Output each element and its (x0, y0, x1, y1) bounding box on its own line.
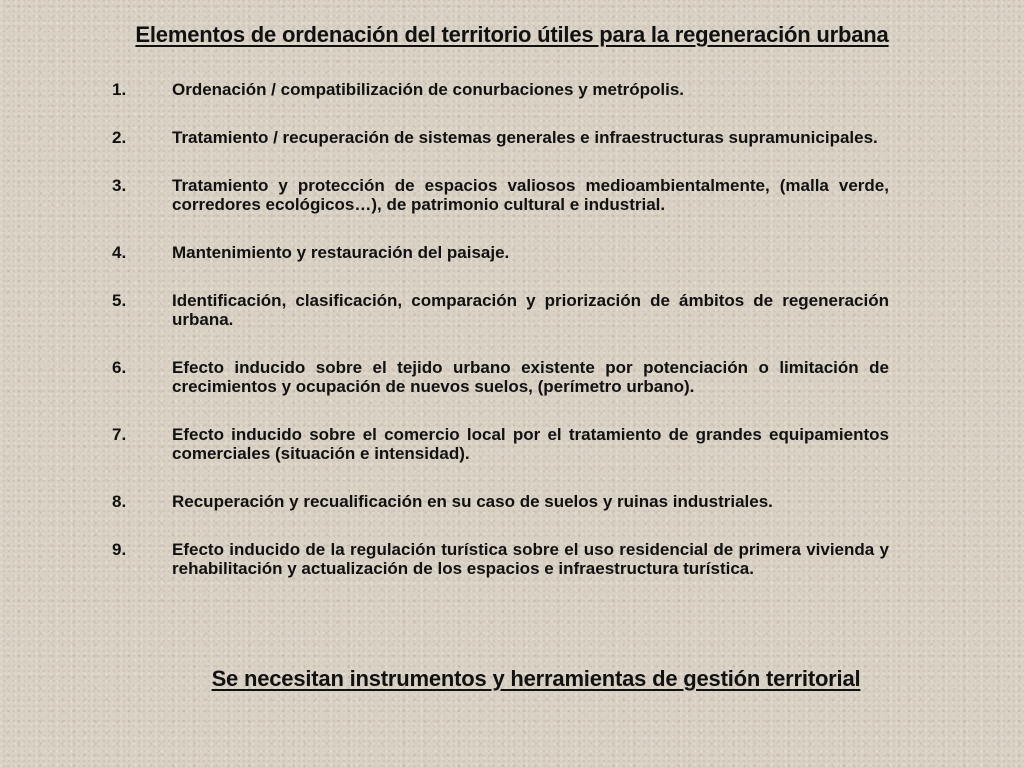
list-item (112, 492, 889, 511)
list-item-text: Tratamiento / recuperación de sistemas generales e infraestructuras supramunicipales. (172, 128, 878, 147)
list-item (112, 176, 889, 214)
list-item-text: Recuperación y recualificación en su caso de suelos y ruinas industriales. (172, 492, 773, 511)
list-item-text: Efecto inducido de la regulación turística sobre el uso residencial de primera vivienda y rehabilitación y actualización de los espacios e infraestructura turística. (172, 540, 889, 578)
list-item-number: 9. (112, 540, 127, 559)
list-item-text: Tratamiento y protección de espacios valiosos medioambientalmente, (malla verde, corredores ecológicos…), de patrimonio cultural e industrial. (172, 176, 889, 214)
list-item-number: 8. (112, 492, 127, 511)
list-item-text: Identificación, clasificación, comparación y priorización de ámbitos de regeneración urbana. (172, 291, 889, 329)
list-item-number: 5. (112, 291, 127, 310)
list-item (112, 243, 889, 262)
list-item-text: Mantenimiento y restauración del paisaje. (172, 243, 510, 262)
list-item (112, 425, 889, 463)
list-item-number: 1. (112, 80, 127, 99)
list-item (112, 358, 889, 396)
slide-title: Elementos de ordenación del territorio útiles para la regeneración urbana (135, 22, 889, 47)
list-item-number: 6. (112, 358, 127, 377)
list-item-text: Efecto inducido sobre el tejido urbano existente por potenciación o limitación de crecimientos y ocupación de nuevos suelos, (perímetro urbano). (172, 358, 889, 396)
list-item-number: 2. (112, 128, 127, 147)
list-item-text: Efecto inducido sobre el comercio local por el tratamiento de grandes equipamientos comerciales (situación e intensidad). (172, 425, 889, 463)
list-item-number: 3. (112, 176, 127, 195)
list-item-text: Ordenación / compatibilización de conurbaciones y metrópolis. (172, 80, 684, 99)
list-item (112, 80, 889, 99)
numbered-list (112, 80, 889, 578)
list-item (112, 540, 889, 578)
list-item-number: 4. (112, 243, 127, 262)
list-item-number: 7. (112, 425, 127, 444)
list-item (112, 128, 889, 147)
conclusion-heading: Se necesitan instrumentos y herramientas de gestión territorial (211, 666, 861, 691)
list-item (112, 291, 889, 329)
